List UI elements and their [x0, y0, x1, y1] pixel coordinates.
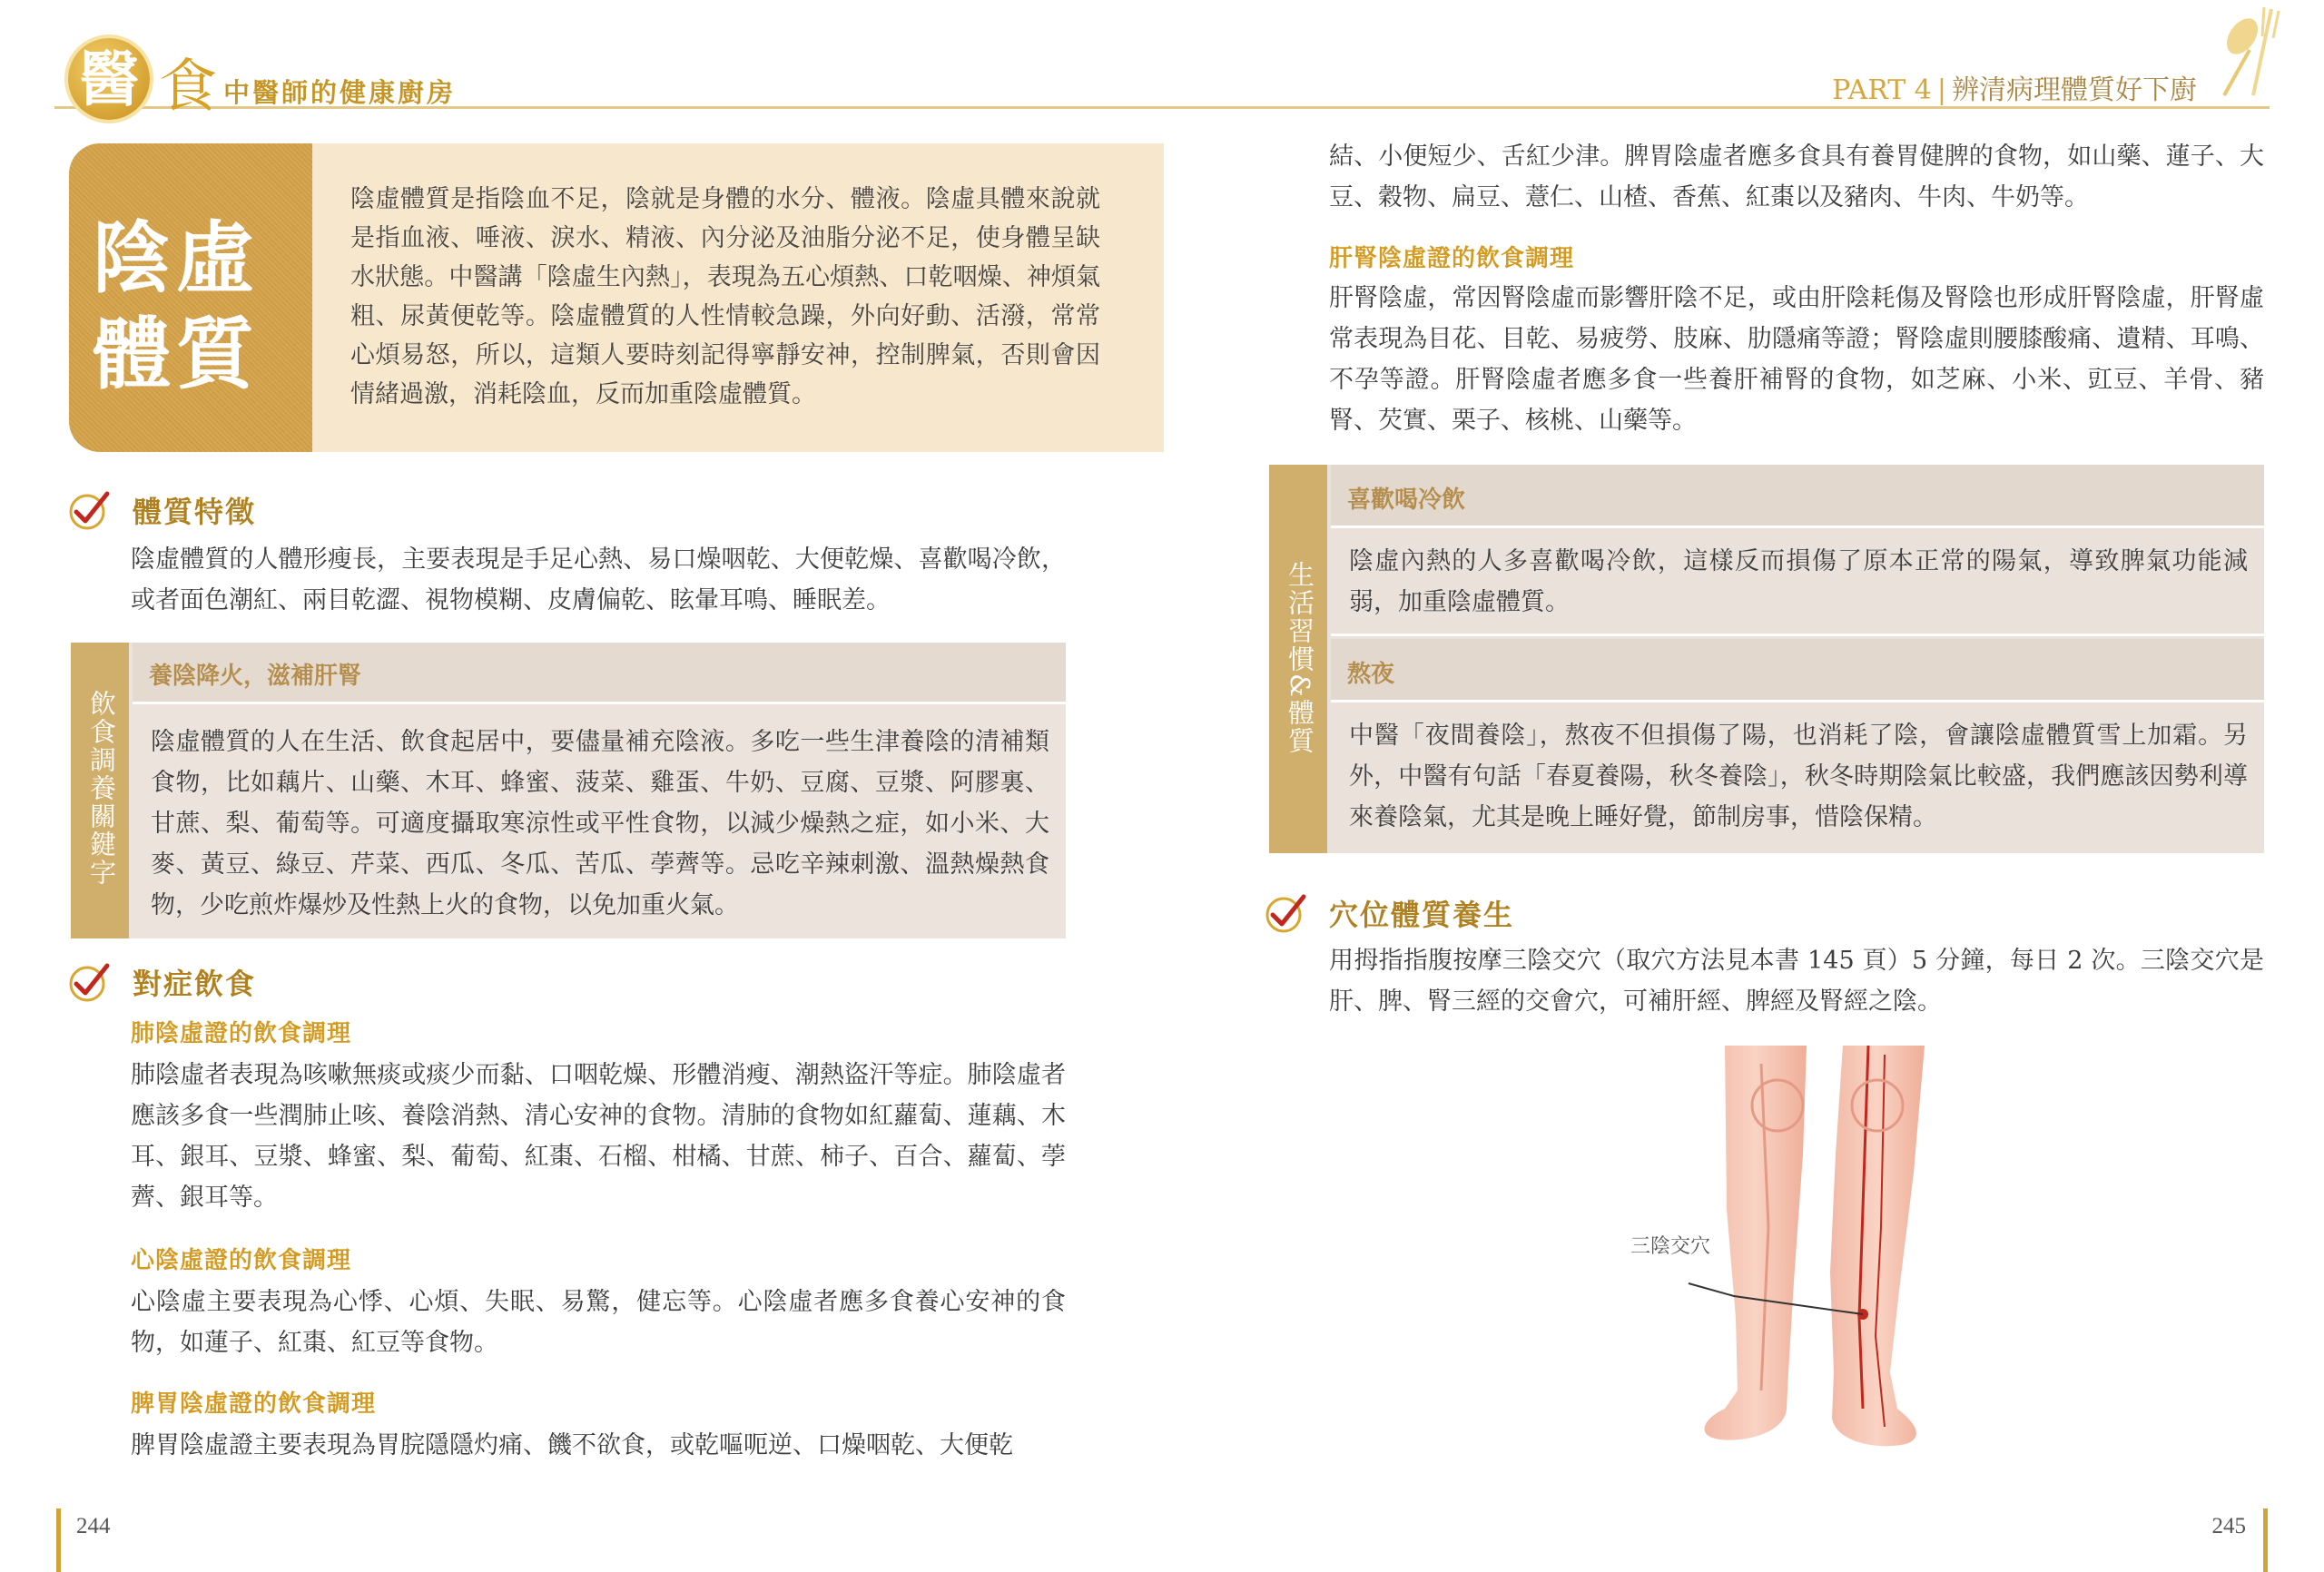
lifestyle-item-heading: 喜歡喝冷飲 [1331, 465, 2264, 528]
lung-text: 肺陰虛者表現為咳嗽無痰或痰少而黏、口咽乾燥、形體消瘦、潮熱盜汗等症。肺陰虛者應該多食一些潤肺止咳、養陰消熱、清心安神的食物。清肺的食物如紅蘿蔔、蓮藕、木耳、銀耳、豆漿、蜂蜜、梨、葡萄、紅棗、石榴、柑橘、甘蔗、柿子、百合、蘿蔔、荸薺、銀耳等。 [131, 1061, 1066, 1212]
diet-key-side-label: 飲食調養關鍵字 [86, 690, 117, 887]
logo-char-1: 醫 [79, 44, 139, 114]
heart-heading: 心陰虛證的飲食調理 [131, 1247, 352, 1274]
intro-title-line-2: 體質 [93, 309, 260, 400]
intro-text: 陰虛體質是指陰血不足，陰就是身體的水分、體液。陰虛具體來說就是指血液、唾液、淚水、精液、內分泌及油脂分泌不足，使身體呈缺水狀態。中醫講「陰虛生內熱」，表現為五心煩熱、口乾咽燥、神煩氣粗、尿黃便乾等。陰虛體質的人性情較急躁，外向好動、活潑，常常心煩易怒，所以，這類人要時刻記得寧靜安神，控制脾氣，否則會因情緒過激，消耗陰血，反而加重陰虛體質。 [312, 143, 1164, 452]
lung-heading: 肺陰虛證的飲食調理 [131, 1020, 352, 1047]
acupoint-heading [1262, 891, 1514, 935]
part-heading [1832, 67, 2197, 107]
lifestyle-item-text: 陰虛內熱的人多喜歡喝冷飲，這樣反而損傷了原本正常的陽氣，導致脾氣功能減弱，加重陰虛體質。 [1331, 528, 2264, 636]
spoon-fork-icon [2217, 0, 2299, 100]
book-logo [50, 27, 222, 127]
part-number: PART 4 [1832, 74, 1932, 106]
logo-char-2: 食 [159, 54, 217, 121]
intro-title-panel [69, 143, 312, 452]
checkmark-icon [1262, 891, 1309, 935]
targeted-diet-title: 對症飲食 [133, 967, 257, 1001]
spleen-text-part-1: 脾胃陰虛證主要表現為胃脘隱隱灼痛、饑不欲食，或乾嘔呃逆、口燥咽乾、大便乾 [131, 1431, 1013, 1459]
page-number-left: 244 [76, 1514, 111, 1538]
acupoint-text: 用拇指指腹按摩三陰交穴（取穴方法見本書 145 頁）5 分鐘，每日 2 次。三陰交穴是肝、脾、腎三經的交會穴，可補肝經、脾經及腎經之陰。 [1329, 947, 2264, 1016]
intro-box [69, 143, 1164, 452]
lifestyle-item-heading: 熬夜 [1331, 639, 2264, 702]
diet-key-side [71, 643, 129, 938]
part-title: 辨清病理體質好下廚 [1952, 74, 2197, 106]
book-title: 中醫師的健康廚房 [223, 77, 457, 108]
lifestyle-side-label: 生活習慣&體質 [1285, 561, 1315, 755]
heart-text: 心陰虛主要表現為心悸、心煩、失眠、易驚，健忘等。心陰虛者應多食養心安神的食物，如蓮子、紅棗、紅豆等食物。 [131, 1288, 1066, 1357]
diet-key-heading: 養陰降火，滋補肝腎 [133, 643, 1066, 704]
spleen-text-part-2: 結、小便短少、舌紅少津。脾胃陰虛者應多食具有養胃健脾的食物，如山藥、蓮子、大豆、穀物、扁豆、薏仁、山楂、香蕉、紅棗以及豬肉、牛肉、牛奶等。 [1329, 142, 2264, 211]
liver-kidney-heading: 肝腎陰虛證的飲食調理 [1329, 245, 1575, 272]
spleen-heading: 脾胃陰虛證的飲食調理 [131, 1390, 377, 1418]
lifestyle-item [1331, 639, 2264, 853]
targeted-diet-heading [65, 960, 256, 1004]
acupoint-title: 穴位體質養生 [1329, 898, 1515, 932]
checkmark-icon [65, 488, 113, 532]
intro-title-line-1: 陰虛 [93, 212, 260, 304]
page-number-right: 245 [2211, 1514, 2246, 1538]
lifestyle-item [1331, 465, 2264, 636]
diet-key-box [71, 643, 1066, 938]
sanyinjiao-label: 三陰交穴 [1630, 1235, 1711, 1258]
part-separator: | [1936, 74, 1946, 106]
diet-key-text: 陰虛體質的人在生活、飲食起居中，要儘量補充陰液。多吃一些生津養陰的清補類食物，比如藕片、山藥、木耳、蜂蜜、菠菜、雞蛋、牛奶、豆腐、豆漿、阿膠裏、甘蔗、梨、葡萄等。可適度攝取寒涼性或平性食物，以減少燥熱之症，如小米、大麥、黃豆、綠豆、芹菜、西瓜、冬瓜、苦瓜、荸薺等。忌吃辛辣刺激、溫熱燥熱食物，少吃煎炸爆炒及性熱上火的食物，以免加重火氣。 [151, 728, 1049, 919]
lifestyle-box [1269, 465, 2264, 853]
features-heading [65, 488, 256, 532]
lifestyle-side [1269, 465, 1327, 853]
footer-bar-right [2263, 1508, 2268, 1572]
liver-kidney-text: 肝腎陰虛，常因腎陰虛而影響肝陰不足，或由肝陰耗傷及腎陰也形成肝腎陰虛，肝腎虛常表現為目花、目乾、易疲勞、肢麻、肋隱痛等證；腎陰虛則腰膝酸痛、遺精、耳鳴、不孕等證。肝腎陰虛者應多食一些養肝補腎的食物，如芝麻、小米、豇豆、羊骨、豬腎、芡實、栗子、核桃、山藥等。 [1329, 284, 2264, 435]
features-title: 體質特徵 [133, 495, 257, 529]
features-text: 陰虛體質的人體形瘦長，主要表現是手足心熱、易口燥咽乾、大便乾燥、喜歡喝冷飲，或者面色潮紅、兩目乾澀、視物模糊、皮膚偏乾、眩暈耳鳴、睡眠差。 [131, 545, 1066, 614]
checkmark-icon [65, 960, 113, 1004]
lifestyle-item-text: 中醫「夜間養陰」，熬夜不但損傷了陽，也消耗了陰，會讓陰虛體質雪上加霜。另外，中醫有句話「春夏養陽，秋冬養陰」，秋冬時期陰氣比較盛，我們應該因勢利導來養陰氣，尤其是晚上睡好覺，節制房事，惜陰保精。 [1349, 722, 2248, 831]
footer-bar-left [56, 1508, 61, 1572]
